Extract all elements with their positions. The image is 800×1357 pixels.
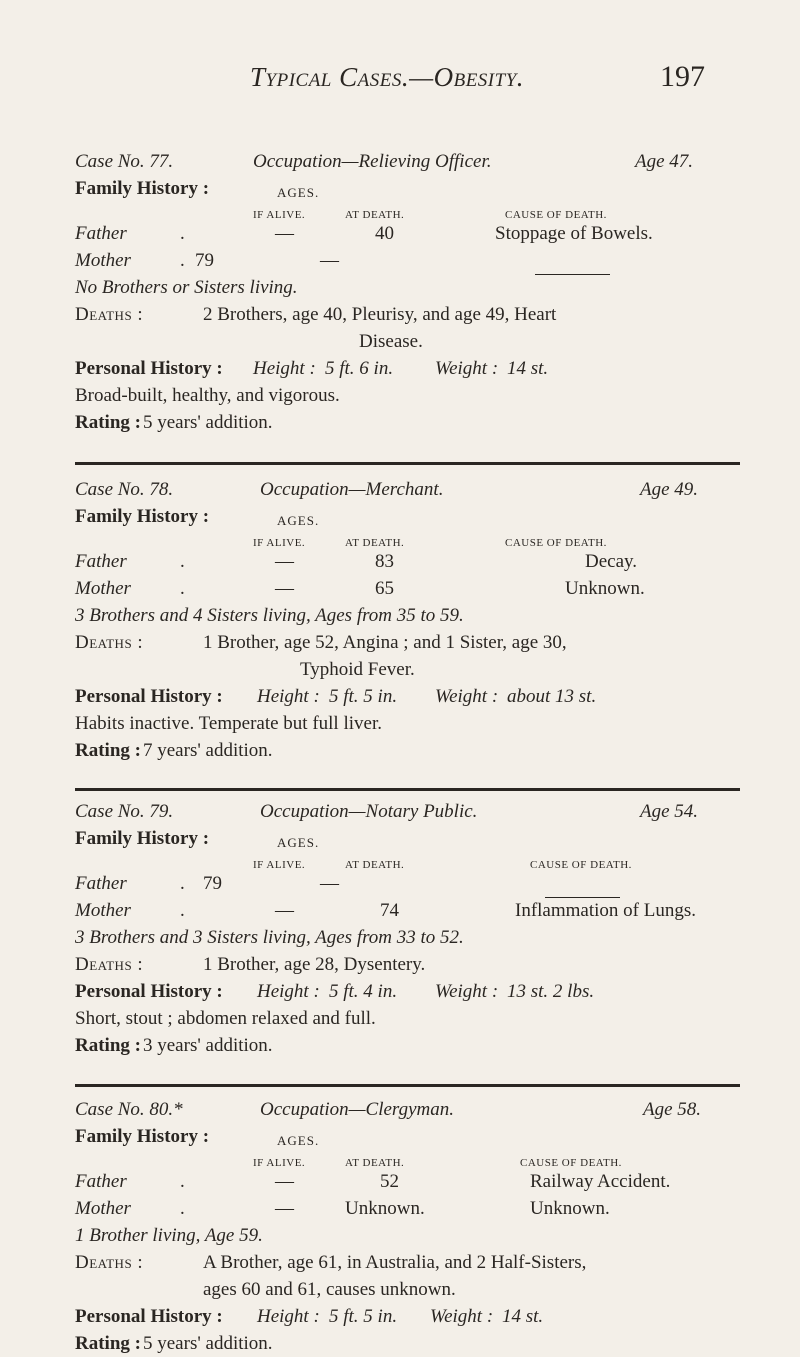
personal-history-label: Personal History :: [75, 358, 223, 379]
case-block-80: [75, 1096, 740, 1357]
father-alive: 79: [203, 873, 222, 894]
at-death-heading: AT DEATH.: [345, 537, 405, 549]
at-death-heading: AT DEATH.: [345, 209, 405, 221]
family-history-label: Family History :: [75, 506, 210, 527]
father-alive: —: [275, 551, 294, 572]
cause-of-death-heading: CAUSE OF DEATH.: [530, 859, 632, 871]
ages-heading: AGES.: [277, 185, 320, 200]
occupation: Occupation—Relieving Officer.: [253, 151, 492, 172]
leader-dot: .: [180, 873, 185, 894]
mother-label: Mother: [75, 1198, 131, 1219]
rating-value: 7 years' addition.: [143, 740, 273, 761]
deaths-line-1: 1 Brother, age 28, Dysentery.: [203, 954, 426, 975]
at-death-heading: AT DEATH.: [345, 859, 405, 871]
cause-of-death-heading: CAUSE OF DEATH.: [505, 209, 607, 221]
deaths-line-2: Typhoid Fever.: [300, 659, 415, 680]
height-label: Height :: [257, 686, 320, 707]
father-cause: Decay.: [585, 551, 638, 572]
siblings-line: No Brothers or Sisters living.: [75, 277, 298, 298]
if-alive-heading: IF ALIVE.: [253, 1157, 306, 1169]
rating-label: Rating :: [75, 412, 141, 433]
occupation: Occupation—Clergyman.: [260, 1099, 455, 1120]
mother-alive: 79: [195, 250, 214, 271]
weight-label: Weight :: [435, 686, 499, 707]
if-alive-heading: IF ALIVE.: [253, 537, 306, 549]
leader-dot: .: [180, 223, 185, 244]
occupation: Occupation—Merchant.: [260, 479, 444, 500]
rating-value: 5 years' addition.: [143, 1333, 273, 1354]
personal-history-label: Personal History :: [75, 1306, 223, 1327]
mother-alive: —: [275, 900, 294, 921]
case-block-79: [75, 798, 740, 1059]
age: Age 54.: [640, 801, 699, 822]
deaths-label: Deaths :: [75, 304, 144, 325]
leader-dot: .: [180, 1171, 185, 1192]
section-rule: [75, 462, 740, 465]
cause-of-death-heading: CAUSE OF DEATH.: [505, 537, 607, 549]
leader-dot: .: [180, 551, 185, 572]
mother-at-death: 65: [375, 578, 394, 599]
mother-cause: Inflammation of Lungs.: [515, 900, 696, 921]
weight-label: Weight :: [435, 358, 499, 379]
ages-heading: AGES.: [277, 513, 320, 528]
ages-heading: AGES.: [277, 1133, 320, 1148]
if-alive-heading: IF ALIVE.: [253, 859, 306, 871]
family-history-label: Family History :: [75, 828, 210, 849]
age: Age 47.: [635, 151, 694, 172]
mother-alive: —: [275, 1198, 294, 1219]
height-value: 5 ft. 5 in.: [329, 1306, 398, 1327]
father-alive: —: [275, 223, 294, 244]
family-history-label: Family History :: [75, 1126, 210, 1147]
leader-dot: .: [180, 250, 185, 271]
height-label: Height :: [257, 981, 320, 1002]
deaths-label: Deaths :: [75, 954, 144, 975]
rating-label: Rating :: [75, 1333, 141, 1354]
weight-value: 14 st.: [507, 358, 549, 379]
section-rule: [75, 788, 740, 791]
father-alive: —: [275, 1171, 294, 1192]
at-death-heading: AT DEATH.: [345, 1157, 405, 1169]
weight-value: 13 st. 2 lbs.: [507, 981, 595, 1002]
rating-label: Rating :: [75, 740, 141, 761]
rating-label: Rating :: [75, 1035, 141, 1056]
father-label: Father: [75, 873, 127, 894]
description: Broad-built, healthy, and vigorous.: [75, 385, 340, 406]
father-label: Father: [75, 551, 127, 572]
deaths-line-2: Disease.: [359, 331, 423, 352]
page-number: 197: [660, 60, 705, 93]
case-number: Case No. 79.: [75, 801, 174, 822]
deaths-line-2: ages 60 and 61, causes unknown.: [203, 1279, 456, 1300]
personal-history-label: Personal History :: [75, 981, 223, 1002]
case-number: Case No. 77.: [75, 151, 174, 172]
case-number: Case No. 80.*: [75, 1099, 183, 1120]
section-rule: [75, 1084, 740, 1087]
deaths-line-1: A Brother, age 61, in Australia, and 2 Half-Sisters,: [203, 1252, 587, 1273]
mother-at-death: 74: [380, 900, 399, 921]
father-label: Father: [75, 1171, 127, 1192]
leader-dot: .: [180, 1198, 185, 1219]
weight-value: about 13 st.: [507, 686, 597, 707]
running-title: Typical Cases.—Obesity.: [250, 62, 525, 92]
case-number: Case No. 78.: [75, 479, 174, 500]
description: Habits inactive. Temperate but full liver.: [75, 713, 382, 734]
height-value: 5 ft. 6 in.: [325, 358, 394, 379]
mother-label: Mother: [75, 250, 131, 271]
mother-cause: Unknown.: [565, 578, 645, 599]
mother-label: Mother: [75, 900, 131, 921]
deaths-line-1: 2 Brothers, age 40, Pleurisy, and age 49, Heart: [203, 304, 557, 325]
weight-label: Weight :: [435, 981, 499, 1002]
father-at-death: 52: [380, 1171, 399, 1192]
height-value: 5 ft. 5 in.: [329, 686, 398, 707]
deaths-label: Deaths :: [75, 632, 144, 653]
father-at-death: 83: [375, 551, 394, 572]
father-at-death: —: [320, 873, 339, 894]
mother-at-death: Unknown.: [345, 1198, 425, 1219]
mother-alive: —: [275, 578, 294, 599]
personal-history-label: Personal History :: [75, 686, 223, 707]
weight-label: Weight :: [430, 1306, 494, 1327]
age: Age 58.: [643, 1099, 702, 1120]
father-label: Father: [75, 223, 127, 244]
if-alive-heading: IF ALIVE.: [253, 209, 306, 221]
father-at-death: 40: [375, 223, 394, 244]
mother-label: Mother: [75, 578, 131, 599]
mother-at-death: —: [320, 250, 339, 271]
rating-value: 5 years' addition.: [143, 412, 273, 433]
siblings-line: 1 Brother living, Age 59.: [75, 1225, 263, 1246]
rating-value: 3 years' addition.: [143, 1035, 273, 1056]
family-history-label: Family History :: [75, 178, 210, 199]
leader-dot: .: [180, 578, 185, 599]
age: Age 49.: [640, 479, 699, 500]
siblings-line: 3 Brothers and 3 Sisters living, Ages from 33 to 52.: [75, 927, 464, 948]
siblings-line: 3 Brothers and 4 Sisters living, Ages from 35 to 59.: [75, 605, 464, 626]
weight-value: 14 st.: [502, 1306, 544, 1327]
description: Short, stout ; abdomen relaxed and full.: [75, 1008, 376, 1029]
height-label: Height :: [253, 358, 316, 379]
father-cause: Stoppage of Bowels.: [495, 223, 653, 244]
father-cause: Railway Accident.: [530, 1171, 671, 1192]
height-label: Height :: [257, 1306, 320, 1327]
deaths-label: Deaths :: [75, 1252, 144, 1273]
occupation: Occupation—Notary Public.: [260, 801, 478, 822]
cause-of-death-heading: CAUSE OF DEATH.: [520, 1157, 622, 1169]
running-head: [250, 62, 710, 93]
case-block-77: [75, 148, 740, 436]
mother-cause: Unknown.: [530, 1198, 610, 1219]
ages-heading: AGES.: [277, 835, 320, 850]
case-block-78: [75, 476, 740, 764]
deaths-line-1: 1 Brother, age 52, Angina ; and 1 Sister, age 30,: [203, 632, 567, 653]
leader-dot: .: [180, 900, 185, 921]
height-value: 5 ft. 4 in.: [329, 981, 398, 1002]
